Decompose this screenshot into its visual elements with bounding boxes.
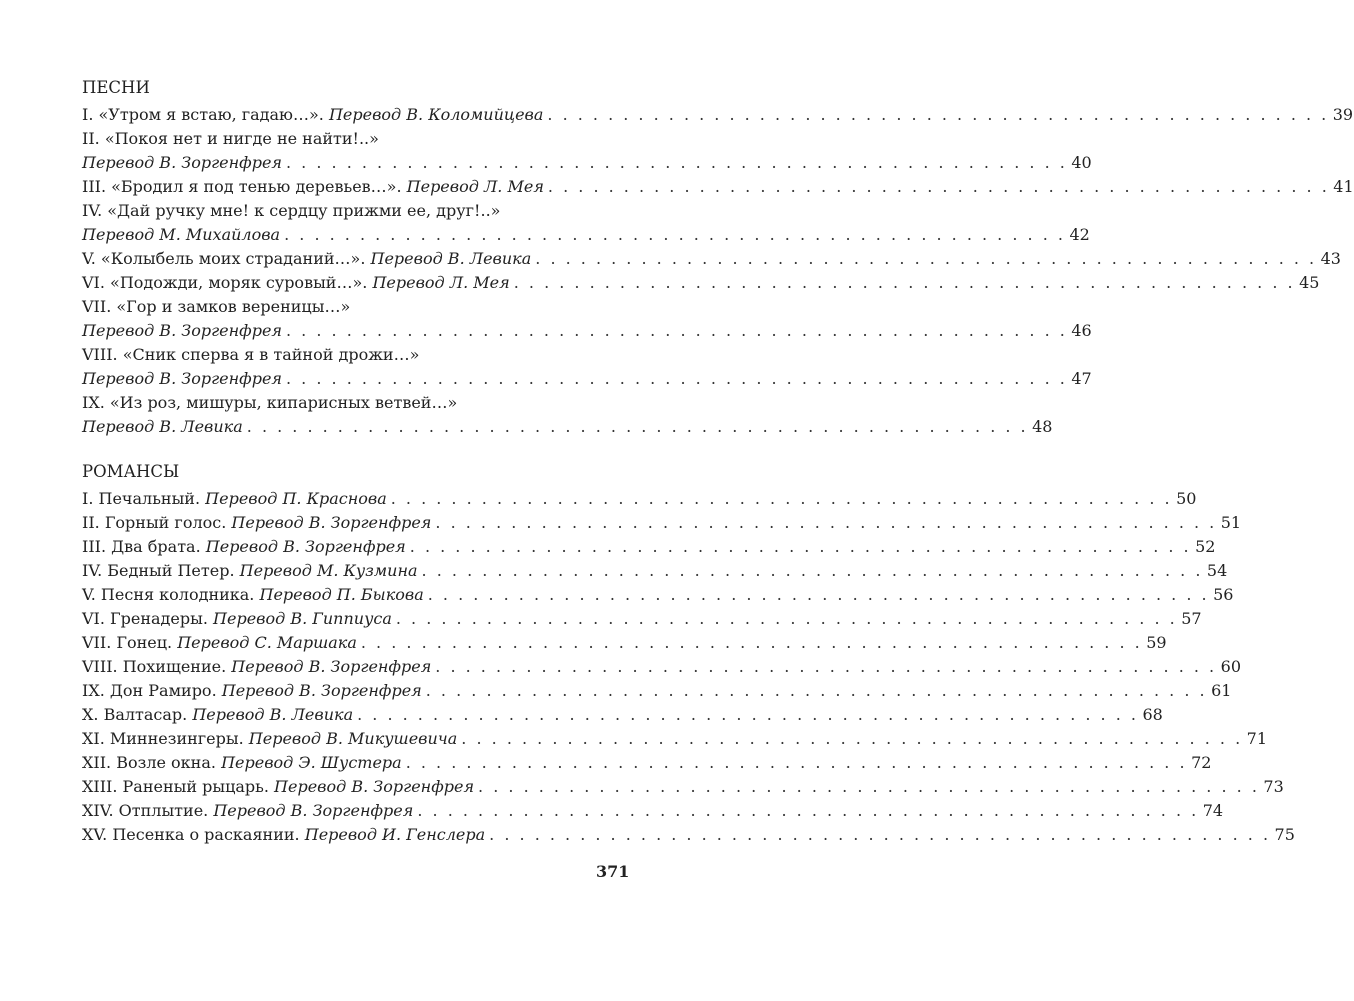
entry-page-number: 52 <box>1195 537 1216 556</box>
toc-entry-text <box>82 511 431 535</box>
toc-entry-row <box>82 751 1212 775</box>
entry-translator: Перевод В. Левика <box>82 417 243 436</box>
entry-title: VI. «Подожди, моряк суровый…». <box>82 273 368 292</box>
entry-translator: Перевод В. Зоргенфрея <box>205 537 406 556</box>
toc-entry-text <box>82 799 413 823</box>
entry-title: II. «Покоя нет и нигде не найти!..» <box>82 129 379 148</box>
toc-entry-text <box>82 367 282 391</box>
toc-entry[interactable] <box>82 559 1228 583</box>
toc-entry[interactable] <box>82 103 1354 127</box>
entry-translator: Перевод П. Краснова <box>205 489 387 508</box>
toc-entry-text <box>82 823 485 847</box>
dot-leader: . . . . . . . . . . . . . . . . . . . . . . . . . . . . . . . . . . . . . . . . . . . . . . . . . . . . <box>405 753 1188 772</box>
entry-title: IV. Бедный Петер. <box>82 561 235 580</box>
toc-entry-row <box>82 655 1241 679</box>
toc-entry[interactable] <box>82 391 1053 439</box>
entry-title: V. «Колыбель моих страданий…». <box>82 249 366 268</box>
dot-leader: . . . . . . . . . . . . . . . . . . . . . . . . . . . . . . . . . . . . . . . . . . . . . . . . . . . . <box>286 321 1068 340</box>
dot-leader: . . . . . . . . . . . . . . . . . . . . . . . . . . . . . . . . . . . . . . . . . . . . . . . . . . . . <box>409 537 1192 556</box>
dot-leader: . . . . . . . . . . . . . . . . . . . . . . . . . . . . . . . . . . . . . . . . . . . . . . . . . . . . <box>461 729 1243 748</box>
toc-entry-row <box>82 703 1163 727</box>
entry-page-number: 60 <box>1220 657 1241 676</box>
dot-leader: . . . . . . . . . . . . . . . . . . . . . . . . . . . . . . . . . . . . . . . . . . . . . . . . . . . . <box>513 273 1296 292</box>
toc-entry-text <box>82 223 280 247</box>
dot-leader: . . . . . . . . . . . . . . . . . . . . . . . . . . . . . . . . . . . . . . . . . . . . . . . . . . . . <box>489 825 1271 844</box>
toc-entry[interactable] <box>82 127 1092 175</box>
toc-entry-row <box>82 583 1234 607</box>
toc-entry-text <box>82 487 387 511</box>
entry-page-number: 50 <box>1176 489 1197 508</box>
dot-leader: . . . . . . . . . . . . . . . . . . . . . . . . . . . . . . . . . . . . . . . . . . . . . . . . . . . . <box>535 249 1317 268</box>
toc-entry-text <box>82 751 402 775</box>
toc-entry[interactable] <box>82 247 1341 271</box>
entry-translator: Перевод П. Быкова <box>259 585 424 604</box>
toc-entry[interactable] <box>82 775 1284 799</box>
entry-title: I. «Утром я встаю, гадаю…». <box>82 105 324 124</box>
entry-translator: Перевод В. Зоргенфрея <box>231 657 432 676</box>
toc-entry-row <box>82 799 1224 823</box>
entry-title: XII. Возле окна. <box>82 753 216 772</box>
entry-title: IX. «Из роз, мишуры, кипарисных ветвей…» <box>82 393 458 412</box>
entry-translator: Перевод В. Зоргенфрея <box>82 321 282 340</box>
toc-entry-row <box>82 823 1295 847</box>
entry-title: VIII. «Сник сперва я в тайной дрожи…» <box>82 345 420 364</box>
toc-entry-row <box>82 775 1284 799</box>
entry-title: VII. Гонец. <box>82 633 173 652</box>
table-of-contents <box>82 0 1354 847</box>
toc-entry[interactable] <box>82 607 1202 631</box>
dot-leader: . . . . . . . . . . . . . . . . . . . . . . . . . . . . . . . . . . . . . . . . . . . . . . . . . . . . <box>417 801 1199 820</box>
dot-leader: . . . . . . . . . . . . . . . . . . . . . . . . . . . . . . . . . . . . . . . . . . . . . . . . . . . . <box>547 177 1330 196</box>
toc-entry-row <box>82 415 1053 439</box>
entry-translator: Перевод Э. Шустера <box>221 753 402 772</box>
entry-title: IX. Дон Рамиро. <box>82 681 217 700</box>
dot-leader: . . . . . . . . . . . . . . . . . . . . . . . . . . . . . . . . . . . . . . . . . . . . . . . . . . . . <box>395 609 1178 628</box>
entry-page-number: 46 <box>1071 321 1092 340</box>
dot-leader: . . . . . . . . . . . . . . . . . . . . . . . . . . . . . . . . . . . . . . . . . . . . . . . . . . . . <box>357 705 1139 724</box>
entry-title: XIV. Отплытие. <box>82 801 209 820</box>
entry-translator: Перевод В. Микушевича <box>248 729 458 748</box>
toc-entry[interactable] <box>82 271 1320 295</box>
toc-entry-text <box>82 175 544 199</box>
entry-title: II. Горный голос. <box>82 513 227 532</box>
entry-translator: Перевод В. Зоргенфрея <box>82 369 282 388</box>
toc-entry[interactable] <box>82 655 1241 679</box>
toc-entry[interactable] <box>82 511 1242 535</box>
toc-entry-row <box>82 223 1090 247</box>
entry-page-number: 68 <box>1142 705 1163 724</box>
toc-entry-row <box>82 679 1232 703</box>
toc-entry-row <box>82 487 1197 511</box>
entry-translator: Перевод М. Михайлова <box>82 225 281 244</box>
dot-leader: . . . . . . . . . . . . . . . . . . . . . . . . . . . . . . . . . . . . . . . . . . . . . . . . . . . . <box>390 489 1173 508</box>
entry-translator: Перевод В. Зоргенфрея <box>82 153 282 172</box>
toc-entry-text <box>82 151 282 175</box>
entry-page-number: 45 <box>1299 273 1320 292</box>
toc-entry-row <box>82 319 1092 343</box>
dot-leader: . . . . . . . . . . . . . . . . . . . . . . . . . . . . . . . . . . . . . . . . . . . . . . . . . . . . <box>478 777 1260 796</box>
dot-leader: . . . . . . . . . . . . . . . . . . . . . . . . . . . . . . . . . . . . . . . . . . . . . . . . . . . . <box>435 657 1217 676</box>
entry-page-number: 74 <box>1202 801 1224 820</box>
entry-page-number: 75 <box>1274 825 1295 844</box>
toc-entry-row <box>82 559 1228 583</box>
toc-entry-text <box>82 607 392 631</box>
toc-entry-text <box>82 415 243 439</box>
toc-entry[interactable] <box>82 823 1295 847</box>
entry-page-number: 42 <box>1069 225 1090 244</box>
entry-page-number: 40 <box>1071 153 1092 172</box>
entry-page-number: 56 <box>1213 585 1234 604</box>
dot-leader: . . . . . . . . . . . . . . . . . . . . . . . . . . . . . . . . . . . . . . . . . . . . . . . . . . . . <box>547 105 1329 124</box>
dot-leader: . . . . . . . . . . . . . . . . . . . . . . . . . . . . . . . . . . . . . . . . . . . . . . . . . . . . <box>284 225 1066 244</box>
toc-entry-row <box>82 103 1354 127</box>
entry-translator: Перевод И. Генслера <box>304 825 486 844</box>
entry-page-number: 43 <box>1320 249 1341 268</box>
entry-translator: Перевод В. Зоргенфрея <box>213 801 414 820</box>
entry-page-number: 47 <box>1071 369 1092 388</box>
toc-entry-row <box>82 367 1092 391</box>
toc-entry[interactable] <box>82 295 1092 343</box>
entry-translator: Перевод Л. Мея <box>406 177 544 196</box>
toc-entry-text <box>82 631 357 655</box>
entry-page-number: 61 <box>1211 681 1232 700</box>
toc-entry-text <box>82 775 474 799</box>
toc-entry-row <box>82 631 1167 655</box>
dot-leader: . . . . . . . . . . . . . . . . . . . . . . . . . . . . . . . . . . . . . . . . . . . . . . . . . . . . <box>435 513 1217 532</box>
toc-entry-text <box>82 103 543 127</box>
dot-leader: . . . . . . . . . . . . . . . . . . . . . . . . . . . . . . . . . . . . . . . . . . . . . . . . . . . . <box>425 681 1208 700</box>
entry-page-number: 73 <box>1263 777 1284 796</box>
toc-entry-text <box>82 319 282 343</box>
entry-page-number: 71 <box>1246 729 1268 748</box>
dot-leader: . . . . . . . . . . . . . . . . . . . . . . . . . . . . . . . . . . . . . . . . . . . . . . . . . . . . <box>246 417 1029 436</box>
entry-page-number: 41 <box>1333 177 1354 196</box>
toc-entry-row <box>82 271 1320 295</box>
entry-title: XIII. Раненый рыцарь. <box>82 777 269 796</box>
entry-translator: Перевод М. Кузмина <box>239 561 418 580</box>
toc-entry[interactable] <box>82 631 1167 655</box>
entry-title: VI. Гренадеры. <box>82 609 208 628</box>
entry-page-number: 57 <box>1181 609 1202 628</box>
entry-page-number: 72 <box>1191 753 1212 772</box>
entry-translator: Перевод В. Левика <box>370 249 532 268</box>
entry-title: III. «Бродил я под тенью деревьев…». <box>82 177 402 196</box>
toc-entry[interactable] <box>82 679 1232 703</box>
entry-page-number: 39 <box>1332 105 1354 124</box>
toc-entry[interactable] <box>82 535 1216 559</box>
toc-entry[interactable] <box>82 487 1197 511</box>
toc-list <box>82 103 1354 439</box>
entry-title: I. Печальный. <box>82 489 201 508</box>
entry-title: IV. «Дай ручку мне! к сердцу прижми ее, друг!..» <box>82 201 501 220</box>
toc-entry-text <box>82 559 418 583</box>
entry-title: XI. Миннезингеры. <box>82 729 244 748</box>
toc-entry-text <box>82 655 431 679</box>
entry-translator: Перевод В. Зоргенфрея <box>231 513 432 532</box>
toc-entry[interactable] <box>82 727 1268 751</box>
entry-title: XV. Песенка о раскаянии. <box>82 825 300 844</box>
entry-translator: Перевод С. Маршака <box>177 633 357 652</box>
section-title: ПЕСНИ <box>82 78 150 97</box>
toc-entry-text <box>82 535 406 559</box>
toc-entry-row <box>82 151 1092 175</box>
toc-entry-text <box>82 247 531 271</box>
entry-title: III. Два брата. <box>82 537 201 556</box>
entry-title: VIII. Похищение. <box>82 657 227 676</box>
entry-page-number: 59 <box>1146 633 1167 652</box>
toc-entry[interactable] <box>82 799 1224 823</box>
entry-translator: Перевод В. Гиппиуса <box>213 609 392 628</box>
toc-entry-row <box>82 535 1216 559</box>
dot-leader: . . . . . . . . . . . . . . . . . . . . . . . . . . . . . . . . . . . . . . . . . . . . . . . . . . . . <box>421 561 1203 580</box>
entry-page-number: 48 <box>1032 417 1053 436</box>
toc-entry[interactable] <box>82 199 1090 247</box>
dot-leader: . . . . . . . . . . . . . . . . . . . . . . . . . . . . . . . . . . . . . . . . . . . . . . . . . . . . <box>286 153 1068 172</box>
toc-entry-row <box>82 175 1354 199</box>
toc-entry[interactable] <box>82 583 1234 607</box>
entry-title: V. Песня колодника. <box>82 585 255 604</box>
entry-translator: Перевод Л. Мея <box>372 273 510 292</box>
toc-entry-row <box>82 727 1268 751</box>
entry-title: VII. «Гор и замков вереницы…» <box>82 297 351 316</box>
toc-entry-text <box>82 703 353 727</box>
entry-translator: Перевод В. Левика <box>192 705 354 724</box>
entry-page-number: 54 <box>1206 561 1228 580</box>
section-title: РОМАНСЫ <box>82 462 180 481</box>
toc-entry[interactable] <box>82 703 1163 727</box>
toc-entry[interactable] <box>82 343 1092 391</box>
toc-entry-text <box>82 271 510 295</box>
entry-translator: Перевод В. Зоргенфрея <box>221 681 422 700</box>
toc-entry-row <box>82 607 1202 631</box>
entry-page-number: 51 <box>1220 513 1242 532</box>
entry-translator: Перевод В. Зоргенфрея <box>274 777 475 796</box>
toc-list <box>82 487 1295 847</box>
toc-entry-text <box>82 583 424 607</box>
entry-title: X. Валтасар. <box>82 705 188 724</box>
toc-entry-text <box>82 679 422 703</box>
toc-entry[interactable] <box>82 751 1212 775</box>
toc-entry-text <box>82 727 457 751</box>
dot-leader: . . . . . . . . . . . . . . . . . . . . . . . . . . . . . . . . . . . . . . . . . . . . . . . . . . . . <box>286 369 1068 388</box>
toc-entry-row <box>82 511 1242 535</box>
dot-leader: . . . . . . . . . . . . . . . . . . . . . . . . . . . . . . . . . . . . . . . . . . . . . . . . . . . . <box>427 585 1210 604</box>
page-number: 371 <box>596 862 630 881</box>
entry-translator: Перевод В. Коломийцева <box>328 105 544 124</box>
toc-entry[interactable] <box>82 175 1354 199</box>
dot-leader: . . . . . . . . . . . . . . . . . . . . . . . . . . . . . . . . . . . . . . . . . . . . . . . . . . . . <box>360 633 1143 652</box>
toc-entry-row <box>82 247 1341 271</box>
